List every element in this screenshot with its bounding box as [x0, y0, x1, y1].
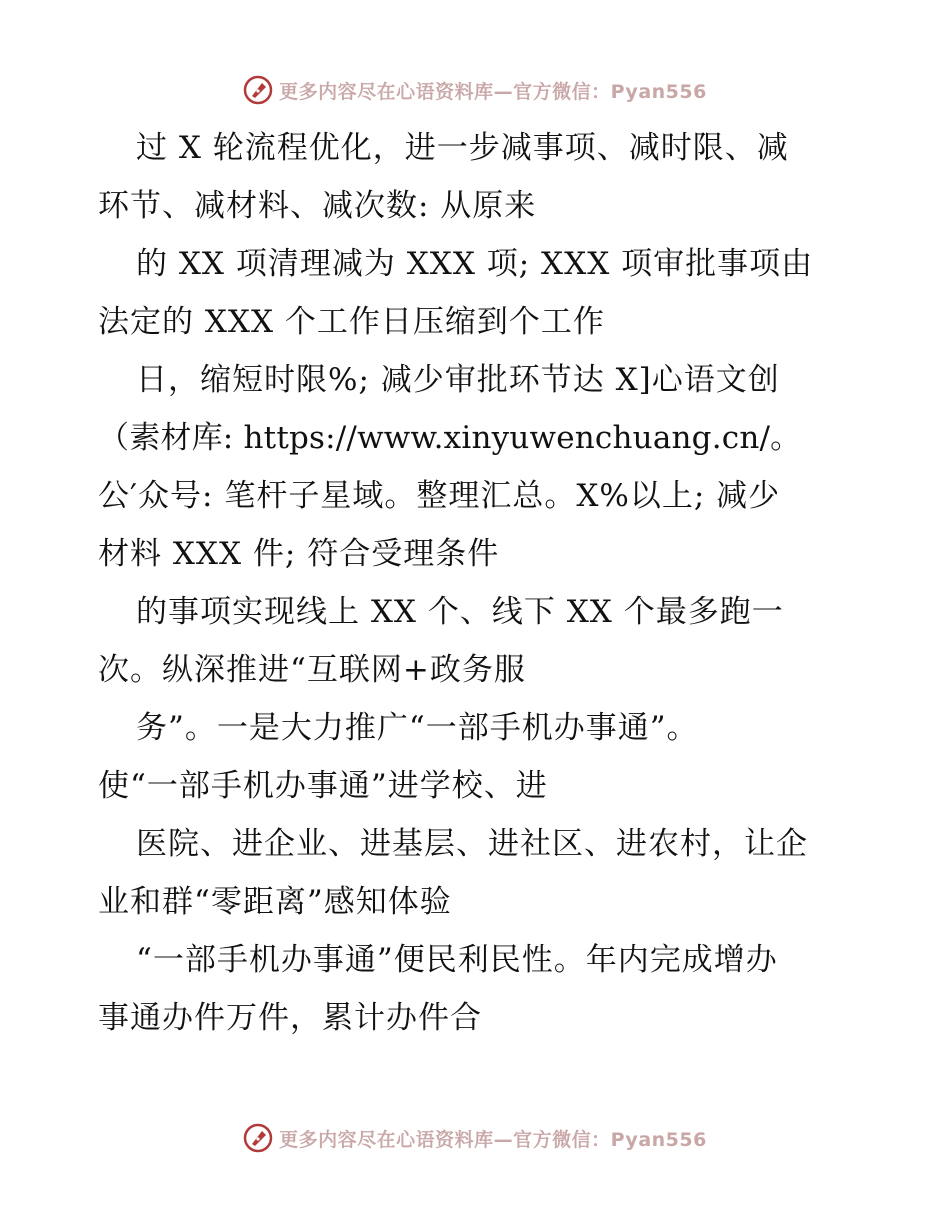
footer-banner-text: 更多内容尽在心语资料库—官方微信：Pyan556: [279, 1128, 707, 1151]
text-line: 法定的 XXX 个工作日压缩到个工作: [98, 304, 605, 340]
text-line: “一部手机办事通”便民利民性。年内完成增办: [136, 942, 778, 978]
pen-nib-logo-icon: [243, 75, 273, 105]
text-line: 环节、减材料、减次数: 从原来: [98, 188, 537, 224]
text-line: 日，缩短时限%; 减少审批环节达 X]心语文创: [136, 362, 780, 398]
text-line: 次。纵深推进“互联网+政务服: [98, 652, 526, 688]
text-line: 的 XX 项清理减为 XXX 项; XXX 项审批事项由: [136, 246, 814, 282]
text-line: 医院、进企业、进基层、进社区、进农村，让企: [136, 826, 808, 862]
text-line: 过 X 轮流程优化，进一步减事项、减时限、减: [136, 130, 789, 166]
header-banner: [0, 70, 950, 110]
text-line: 务”。一是大力推广“一部手机办事通”。: [136, 710, 699, 746]
text-line: 的事项实现线上 XX 个、线下 XX 个最多跑一: [136, 594, 784, 630]
text-line: 材料 XXX 件; 符合受理条件: [98, 536, 500, 572]
text-line: 业和群“零距离”感知体验: [98, 884, 452, 920]
text-line: （素材库: https://www.xinyuwenchuang.cn/。: [98, 420, 802, 456]
pen-nib-logo-icon: [243, 1123, 273, 1153]
footer-banner: [0, 1118, 950, 1158]
header-banner-text: 更多内容尽在心语资料库—官方微信：Pyan556: [279, 80, 707, 103]
text-line: 公′众号: 笔杆子星域。整理汇总。X%以上; 减少: [98, 478, 781, 514]
text-line: 事通办件万件，累计办件合: [98, 1000, 482, 1036]
document-body: [98, 119, 858, 1047]
text-line: 使“一部手机办事通”进学校、进: [98, 768, 548, 804]
